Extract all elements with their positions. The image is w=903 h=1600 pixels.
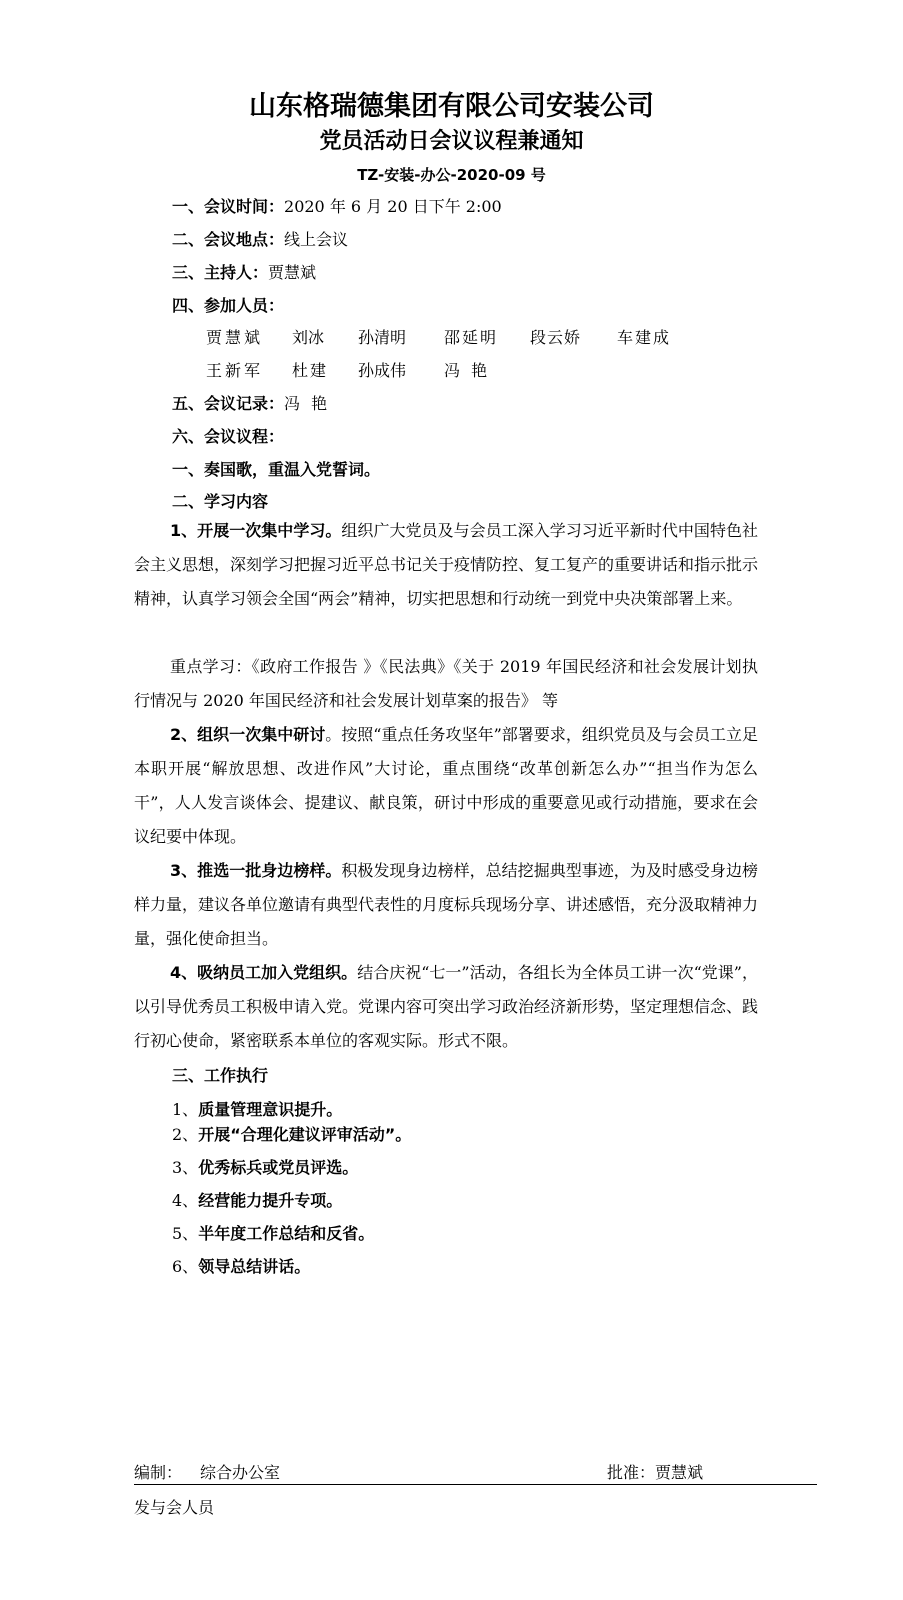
meeting-recorder-value: 冯 艳 [284,394,331,413]
study-paragraph-3-body: 积极发现身边榜样，总结挖掘典型事迹，为及时感受身边榜样力量，建议各单位邀请有典型代表性的月度标兵现场分享、讲述感悟，充分汲取精神力量，强化使命担当。 [134,861,759,948]
agenda-label: 六、会议议程： [172,427,285,446]
work-item-text: 半年度工作总结和反省。 [198,1224,375,1243]
work-item-number: 5、 [172,1224,199,1243]
agenda-item-2: 二、学习内容 [172,492,269,511]
attendee-name: 孙清明 [358,328,407,347]
agenda-item-3: 三、工作执行 [172,1066,269,1085]
approved-by-value: 贾慧斌 [655,1463,704,1482]
meeting-host-value: 贾慧斌 [268,263,317,282]
work-item-5 [172,1221,374,1244]
study-paragraph-1-body: 组织广大党员及与会员工深入学习习近平新时代中国特色社会主义思想，深刻学习把握习近平总书记关于疫情防控、复工复产的重要讲话和指示批示精神，认真学习领会全国“两会”精神，切实把思想和行动统一到党中央决策部署上来。 [134,521,759,608]
study-paragraph-3 [134,854,758,956]
meeting-host [172,260,316,283]
study-paragraph-4-body: 结合庆祝“七一”活动，各组长为全体员工讲一次“党课”，以引导优秀员工积极申请入党。党课内容可突出学习政治经济新形势，坚定理想信念、践行初心使命，紧密联系本单位的客观实际。形式不限。 [134,963,759,1050]
work-item-number: 6、 [172,1257,199,1276]
meeting-place-value: 线上会议 [284,230,349,249]
meeting-time-label: 一、会议时间： [172,197,285,216]
meeting-time-value: 2020 年 6 月 20 日下午 2:00 [284,197,502,216]
work-item-number: 2、 [172,1125,199,1144]
attendee-name: 段云娇 [530,328,582,347]
work-item-number: 4、 [172,1191,199,1210]
attendees-label: 四、参加人员： [172,296,285,315]
document-number: TZ-安装-办公-2020-09 号 [357,166,546,184]
study-paragraph-2-body: 。按照“重点任务攻坚年”部署要求，组织党员及与会员工立足本职开展“解放思想、改进作风”大讨论，重点围绕“改革创新怎么办”“担当作为怎么干”，人人发言谈体会、提建议、献良策，研讨中形成的重要意见或行动措施，要求在会议纪要中体现。 [134,725,758,846]
distribution: 发与会人员 [134,1498,215,1517]
meeting-host-label: 三、主持人： [172,263,269,282]
prepared-by [134,1460,280,1483]
work-item-3 [172,1155,358,1178]
work-item-text: 质量管理意识提升。 [198,1100,343,1119]
attendee-name: 邵延明 [444,328,499,347]
work-item-6 [172,1254,310,1277]
work-item-number: 3、 [172,1158,199,1177]
work-item-number: 1、 [172,1100,199,1119]
attendee-name: 冯 艳 [444,361,491,380]
work-item-text: 经营能力提升专项。 [198,1191,343,1210]
attendee-name: 刘冰 [292,328,325,347]
study-paragraph-2-heading: 2、组织一次集中研讨 [170,725,326,744]
document-title: 山东格瑞德集团有限公司安装公司 [249,91,654,122]
study-paragraph-1 [134,514,758,616]
study-paragraph-3-heading: 3、推选一批身边榜样。 [170,861,342,880]
study-paragraph-4 [134,956,758,1058]
meeting-recorder [172,391,330,414]
agenda-item-1: 一、奏国歌，重温入党誓词。 [172,460,381,479]
work-item-text: 领导总结讲话。 [198,1257,311,1276]
work-item-1 [172,1097,342,1120]
meeting-time [172,194,502,217]
work-item-4 [172,1188,342,1211]
attendee-name: 王新军 [206,361,264,380]
meeting-recorder-label: 五、会议记录： [172,394,285,413]
approved-by [607,1460,703,1483]
work-item-2 [172,1122,411,1145]
work-item-text: 开展“合理化建议评审活动”。 [198,1125,412,1144]
study-focus-paragraph: 重点学习：《政府工作报告 》《民法典》《关于 2019 年国民经济和社会发展计划执行情况与 2020 年国民经济和社会发展计划草案的报告》 等 [134,657,758,710]
attendee-name: 孙成伟 [358,361,407,380]
document-subtitle: 党员活动日会议议程兼通知 [319,129,584,154]
attendee-name: 杜建 [292,361,329,380]
study-paragraph-1-heading: 1、开展一次集中学习。 [170,521,342,540]
attendees-heading [172,293,284,316]
study-paragraph-4-heading: 4、吸纳员工加入党组织。 [170,963,358,982]
approved-by-label: 批准： [607,1463,656,1482]
attendee-name: 车建成 [617,328,672,347]
attendee-name: 贾慧斌 [206,328,264,347]
prepared-by-label: 编制： [134,1463,183,1482]
agenda-heading [172,424,284,447]
study-paragraph-2 [134,718,758,854]
footer-divider [134,1484,817,1485]
work-item-text: 优秀标兵或党员评选。 [198,1158,359,1177]
meeting-place [172,227,348,250]
prepared-by-value: 综合办公室 [200,1463,281,1482]
meeting-place-label: 二、会议地点： [172,230,285,249]
